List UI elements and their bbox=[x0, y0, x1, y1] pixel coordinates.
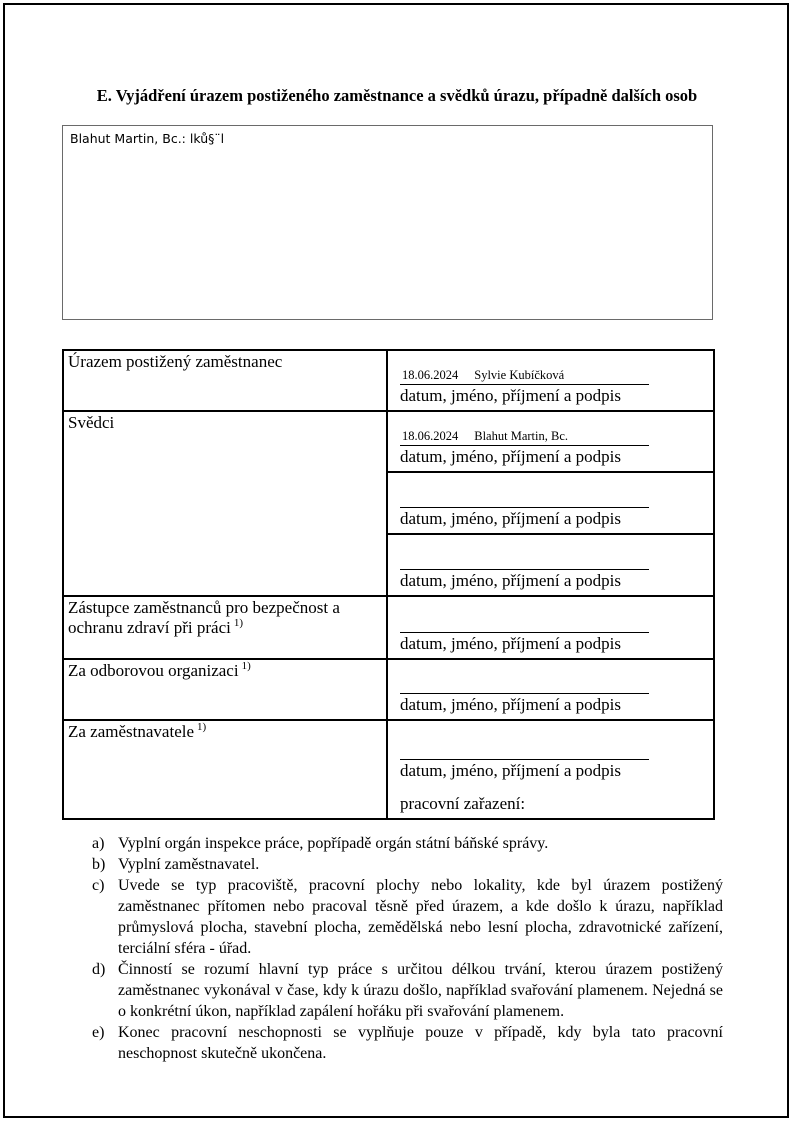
signature-field[interactable] bbox=[400, 676, 713, 715]
signature-line[interactable] bbox=[400, 552, 649, 570]
signature-field[interactable] bbox=[400, 367, 713, 406]
footnote-marker: d) bbox=[92, 961, 106, 978]
row-label-trade-union bbox=[63, 659, 387, 720]
footnote-item-b bbox=[92, 854, 723, 875]
signature-caption: datum, jméno, příjmení a podpis bbox=[400, 509, 621, 528]
signature-field[interactable] bbox=[400, 552, 713, 591]
signature-cell-witness-3 bbox=[387, 534, 714, 596]
page-title: E. Vyjádření úrazem postiženého zaměstnance a svědků úrazu, případně dalších osob bbox=[96, 86, 698, 105]
footnote-marker: c) bbox=[92, 877, 105, 894]
row-label-text: Za zaměstnavatele bbox=[68, 722, 195, 741]
footnotes bbox=[92, 833, 723, 1064]
footnote-ref: 1) bbox=[197, 721, 207, 734]
row-label-employer bbox=[63, 720, 387, 819]
row-label-text: Zástupce zaměstnanců pro bezpečnost a ochranu zdraví při práci bbox=[68, 598, 340, 637]
signature-caption: datum, jméno, příjmení a podpis bbox=[400, 634, 621, 653]
row-label-text: Za odborovou organizaci bbox=[68, 661, 239, 680]
signature-date: 18.06.2024 bbox=[402, 368, 459, 382]
signature-field[interactable] bbox=[400, 742, 713, 781]
signatures-table bbox=[62, 349, 715, 820]
footnote-item-e bbox=[92, 1022, 723, 1064]
footnote-text: Vyplní zaměstnavatel. bbox=[118, 856, 260, 873]
signature-cell-witness-2 bbox=[387, 472, 714, 534]
signature-line[interactable] bbox=[400, 615, 649, 633]
footnote-text: Vyplní orgán inspekce práce, popřípadě orgán státní báňské správy. bbox=[118, 835, 549, 852]
signature-cell-trade-union bbox=[387, 659, 714, 720]
signature-line[interactable] bbox=[400, 676, 649, 694]
footnote-marker: b) bbox=[92, 856, 106, 873]
signature-cell-safety-representative bbox=[387, 596, 714, 659]
signature-cell-employer bbox=[387, 720, 714, 819]
footnote-marker: e) bbox=[92, 1024, 105, 1041]
signature-field[interactable] bbox=[400, 490, 713, 529]
footnote-item-a bbox=[92, 833, 723, 854]
footnote-item-c bbox=[92, 875, 723, 959]
row-label-witnesses bbox=[63, 411, 387, 596]
row-label-safety-representative bbox=[63, 596, 387, 659]
signature-cell-witness-1 bbox=[387, 411, 714, 472]
footnote-text: Činností se rozumí hlavní typ práce s určitou délkou trvání, kterou úrazem postižený zaměstnanec vykonával v čase, kdy k úrazu došlo, například svařování plamenem. Nejedná se o konkrétní úkon, například zapálení hořáku při svařování plamenem. bbox=[118, 961, 723, 1020]
signature-line[interactable] bbox=[400, 490, 649, 508]
footnote-ref: 1) bbox=[241, 660, 251, 673]
signature-date: 18.06.2024 bbox=[402, 429, 459, 443]
signature-caption: datum, jméno, příjmení a podpis bbox=[400, 447, 621, 466]
footnote-text: Uvede se typ pracoviště, pracovní plochy nebo lokality, kde byl úrazem postižený zaměstnanec přítomen nebo pracoval těsně před úrazem, a kde došlo k úrazu, například průmyslová plocha, stavební plocha, zemědělská nebo lesní plocha, zdravotnické zařízení, terciální sféra - úřad. bbox=[118, 877, 723, 957]
signature-name: Sylvie Kubíčková bbox=[474, 368, 565, 382]
statement-text: Blahut Martin, Bc.: lků§¨l bbox=[70, 131, 225, 146]
footnote-marker: a) bbox=[92, 835, 105, 852]
signature-caption: datum, jméno, příjmení a podpis bbox=[400, 386, 621, 405]
footnote-ref: 1) bbox=[233, 617, 244, 630]
footnote-item-d bbox=[92, 959, 723, 1022]
row-label-text: Svědci bbox=[68, 413, 115, 432]
signature-caption: datum, jméno, příjmení a podpis bbox=[400, 761, 621, 780]
job-position-label: pracovní zařazení: bbox=[400, 794, 526, 813]
signature-cell-injured-employee bbox=[387, 350, 714, 411]
row-label-injured-employee bbox=[63, 350, 387, 411]
signature-field[interactable] bbox=[400, 615, 713, 654]
statement-textarea[interactable] bbox=[62, 125, 713, 320]
signature-line[interactable] bbox=[400, 367, 649, 385]
footnote-text: Konec pracovní neschopnosti se vyplňuje pouze v případě, kdy byla tato pracovní neschopnost skutečně ukončena. bbox=[118, 1024, 723, 1062]
row-label-text: Úrazem postižený zaměstnanec bbox=[68, 352, 283, 371]
signature-line[interactable] bbox=[400, 428, 649, 446]
signature-field[interactable] bbox=[400, 428, 713, 467]
signature-name: Blahut Martin, Bc. bbox=[474, 429, 568, 443]
signature-line[interactable] bbox=[400, 742, 649, 760]
signature-caption: datum, jméno, příjmení a podpis bbox=[400, 571, 621, 590]
signature-caption: datum, jméno, příjmení a podpis bbox=[400, 695, 621, 714]
